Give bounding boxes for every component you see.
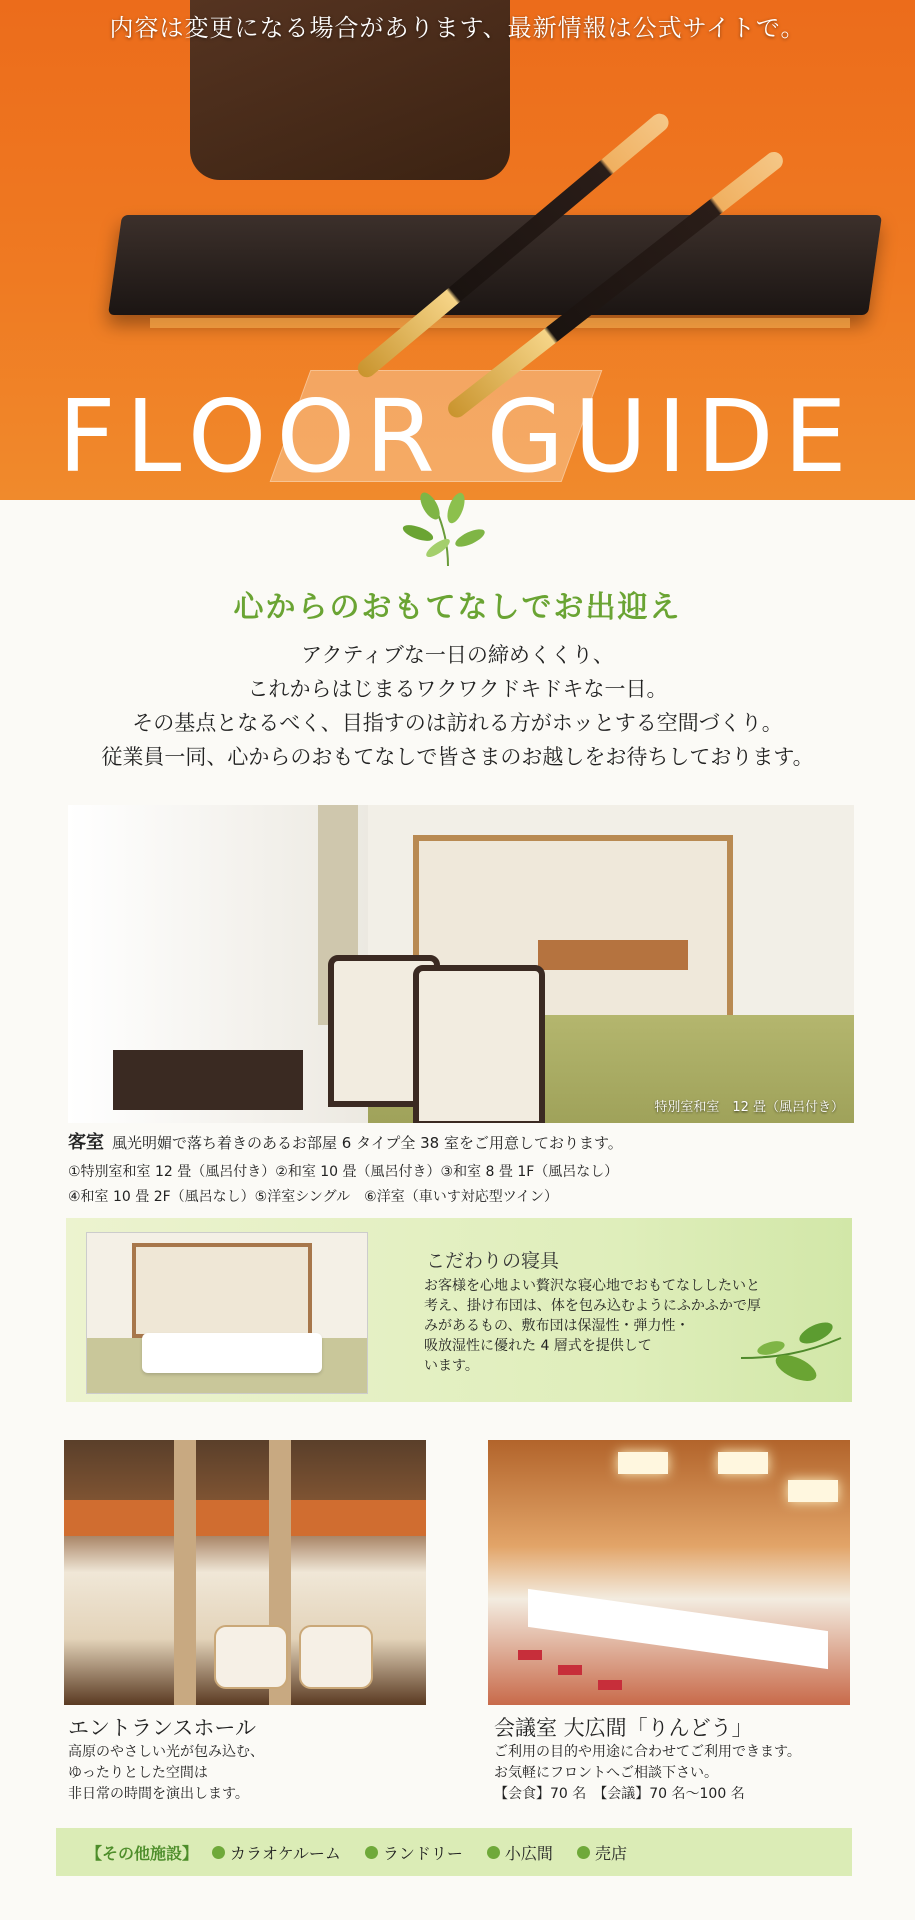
bedding-photo-shoji — [132, 1243, 312, 1338]
ceiling-light — [788, 1480, 838, 1502]
banquet-table — [528, 1589, 828, 1669]
entrance-description — [68, 1742, 264, 1805]
room-types — [68, 1160, 868, 1210]
banquet-title: 会議室 大広間「りんどう」 — [494, 1716, 753, 1740]
facility-item — [577, 1841, 627, 1864]
room-types-line: ④和室 10 畳 2F（風呂なし）⑤洋室シングル ⑥洋室（車いす対応型ツイン） — [68, 1189, 559, 1205]
bedding-line: います。 — [424, 1358, 479, 1374]
photo-table — [538, 940, 688, 970]
entrance-line: ゆったりとした空間は — [68, 1765, 208, 1781]
update-notice: 内容は変更になる場合があります、最新情報は公式サイトで。 — [109, 14, 806, 42]
bedding-photo-futon — [142, 1333, 322, 1373]
facility-label: カラオケルーム — [230, 1843, 341, 1863]
entrance-hall-photo — [64, 1440, 426, 1705]
entrance-title: エントランスホール — [68, 1716, 256, 1740]
hall-pillar — [174, 1440, 196, 1705]
hall-beam — [64, 1500, 426, 1536]
facility-item — [487, 1841, 553, 1864]
bedding-line: 考え、掛け布団は、体を包み込むようにふかふかで厚 — [424, 1298, 761, 1314]
bedding-line: お客様を心地よい贅沢な寝心地でおもてなししたいと — [424, 1278, 760, 1294]
bedding-line: 吸放湿性に優れた 4 層式を提供して — [424, 1338, 652, 1354]
facility-item — [212, 1841, 341, 1864]
rooms-section — [68, 1128, 868, 1210]
banquet-line: 【会食】70 名 【会議】70 名～100 名 — [494, 1786, 745, 1802]
ceiling-light — [618, 1452, 668, 1474]
photo-chair — [413, 965, 545, 1123]
bedding-title: こだわりの寝具 — [426, 1250, 560, 1272]
page-title: FLOOR GUIDE — [58, 378, 857, 495]
guest-room-photo — [68, 805, 854, 1123]
leaf-branch-icon — [736, 1318, 846, 1398]
photo-low-table — [113, 1050, 303, 1110]
intro-line: その基点となるべく、目指すのは訪れる方がホッとする空間づくり。 — [132, 711, 783, 735]
bullet-dot-icon — [577, 1846, 590, 1859]
banquet-line: お気軽にフロントへご相談下さい。 — [494, 1765, 718, 1781]
banquet-hall-photo — [488, 1440, 850, 1705]
rooms-summary — [68, 1128, 868, 1154]
facilities-heading: 【その他施設】 — [86, 1843, 199, 1863]
floor-cushion — [558, 1665, 582, 1675]
intro-line: 従業員一同、心からのおもてなしで皆さまのお越しをお待ちしております。 — [101, 745, 814, 769]
bedding-line: みがあるもの、敷布団は保湿性・弾力性・ — [424, 1318, 690, 1334]
entrance-line: 高原のやさしい光が包み込む、 — [68, 1744, 264, 1760]
hero-banner — [0, 0, 915, 500]
bedding-panel — [66, 1218, 852, 1402]
hero-book-edge — [150, 318, 850, 328]
intro-line: これからはじまるワクワクドキドキな一日。 — [247, 677, 668, 701]
ceiling-light — [718, 1452, 768, 1474]
rooms-description: 風光明媚で落ち着きのあるお部屋 6 タイプ全 38 室をご用意しております。 — [112, 1134, 623, 1152]
intro-text — [0, 638, 915, 774]
tagline: 心からのおもてなしでお出迎え — [233, 590, 682, 625]
banquet-description — [494, 1742, 801, 1805]
floor-cushion — [598, 1680, 622, 1690]
entrance-line: 非日常の時間を演出します。 — [68, 1786, 249, 1802]
bullet-dot-icon — [365, 1846, 378, 1859]
hall-sofa — [299, 1625, 373, 1689]
facility-label: 売店 — [594, 1843, 627, 1863]
facility-label: 小広間 — [504, 1843, 553, 1863]
rooms-heading: 客室 — [68, 1132, 104, 1153]
bullet-dot-icon — [212, 1846, 225, 1859]
leaf-icon — [398, 488, 498, 568]
bedding-photo — [86, 1232, 368, 1394]
banquet-line: ご利用の目的や用途に合わせてご利用できます。 — [494, 1744, 801, 1760]
floor-cushion — [518, 1650, 542, 1660]
facility-label: ランドリー — [382, 1843, 463, 1863]
other-facilities-bar — [56, 1828, 852, 1876]
room-types-line: ①特別室和室 12 畳（風呂付き）②和室 10 畳（風呂付き）③和室 8 畳 1F（風呂なし） — [68, 1164, 619, 1180]
facility-item — [365, 1841, 463, 1864]
photo-caption: 特別室和室 12 畳（風呂付き） — [654, 1100, 844, 1115]
hall-sofa — [214, 1625, 288, 1689]
bullet-dot-icon — [487, 1846, 500, 1859]
intro-line: アクティブな一日の締めくくり、 — [301, 643, 614, 667]
